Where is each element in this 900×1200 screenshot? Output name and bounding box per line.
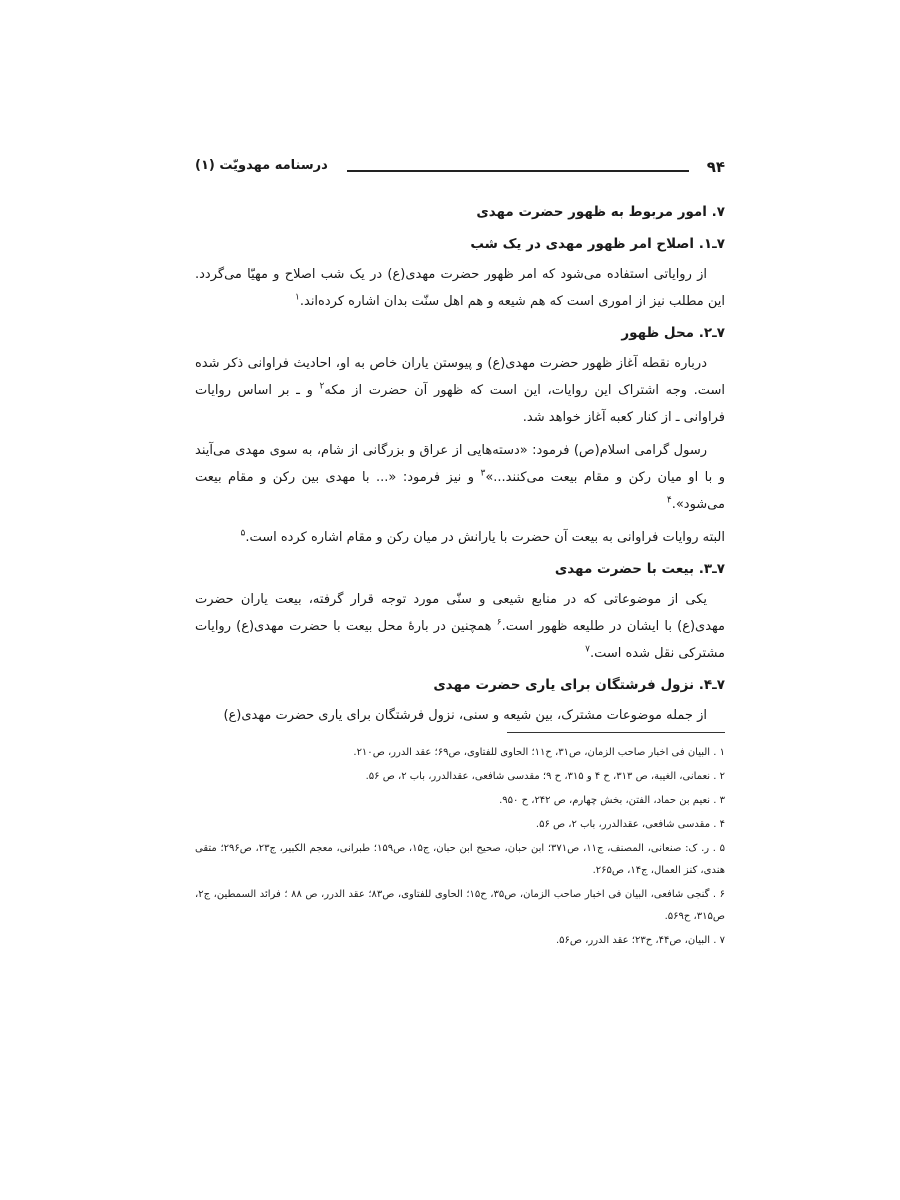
footnote-ref[interactable]: ۵ bbox=[240, 528, 246, 539]
footnote-ref[interactable]: ۷ bbox=[585, 644, 590, 655]
running-header bbox=[195, 158, 725, 180]
page-number: ۹۴ bbox=[706, 158, 725, 176]
footnote: ۲ . نعمانی، الغیبة، ص ۳۱۳، ح ۴ و ۳۱۵، ح ۹؛ مقدسی شافعی، عقدالدرر، باب ۲، ص ۵۶. bbox=[365, 771, 725, 782]
paragraph: رسول گرامی اسلام(ص) فرمود: «دسته‌هایی از عراق و بزرگانی از شام، به سوی مهدی می‌آیند و با او میان رکن و مقام بیعت می‌کنند...»$^۳$ و نیز فرمود: «... با مهدی بین رکن و مقام بیعت می‌شود».$^۴$ bbox=[195, 443, 725, 512]
footnote: ۵ . ر. ک: صنعانی، المصنف، ج۱۱، ص۳۷۱؛ ابن حبان، صحیح ابن حبان، ج۱۵، ص۱۵۹؛ طبرانی، معجم الکبیر، ج۲۳، ص۲۹۶؛ متقی هندی، کنز العمال، ج۱۴، ص۲۶۵. bbox=[195, 843, 726, 876]
footnote-ref[interactable]: ۴ bbox=[666, 495, 672, 506]
footnote-ref[interactable]: ۳ bbox=[480, 468, 486, 479]
paragraph: یکی از موضوعاتی که در منابع شیعی و سنّی مورد توجه قرار گرفته، بیعت یاران حضرت مهدی(ع) با ایشان در طلیعه ظهور است.$^۶$ همچنین در بارهٔ محل بیعت با حضرت مهدی(ع) روایات مشترکی نقل شده است.$^۷$ bbox=[195, 592, 725, 661]
paragraph: از روایاتی استفاده می‌شود که امر ظهور حضرت مهدی(ع) در یک شب اصلاح و مهیّا می‌گردد. این مطلب نیز از اموری است که هم شیعه و هم اهل سنّت بدان اشاره کرده‌اند.$^۱$ bbox=[195, 267, 725, 309]
section-heading: ۷. امور مربوط به ظهور حضرت مهدی bbox=[476, 204, 725, 220]
subsection-heading: ۷ـ۲. محل ظهور bbox=[621, 325, 725, 341]
main-text bbox=[195, 200, 725, 735]
footnotes bbox=[195, 742, 725, 954]
footnote-separator bbox=[507, 732, 725, 733]
paragraph: البته روایات فراوانی به بیعت آن حضرت با یارانش در میان رکن و مقام اشاره کرده است.$^۵$ bbox=[240, 528, 725, 545]
running-title: درسنامه مهدویّت (۱) bbox=[195, 158, 328, 173]
footnote: ۶ . گنجی شافعی، البیان فی اخبار صاحب الزمان، ص۳۵، ح۱۵؛ الحاوی للفتاوی، ص۸۳؛ عقد الدرر، ص ۸۸ ؛ فرائد السمطین، ج۲، ص۳۱۵، ح۵۶۹. bbox=[195, 889, 726, 922]
paragraph: درباره نقطه آغاز ظهور حضرت مهدی(ع) و پیوستن یاران خاص به او، احادیث فراوانی ذکر شده است. وجه اشتراک این روایات، این است که ظهور آن حضرت از مکه$^۲$ و ـ بر اساس روایات فراوانی ـ از کنار کعبه آغاز خواهد شد. bbox=[195, 356, 726, 425]
footnote: ۱ . البیان فی اخبار صاحب الزمان، ص۳۱، ح۱۱؛ الحاوی للفتاوی، ص۶۹؛ عقد الدرر، ص۲۱۰. bbox=[353, 747, 725, 758]
subsection-heading: ۷ـ۴. نزول فرشتگان برای یاری حضرت مهدی bbox=[433, 677, 725, 693]
book-page bbox=[195, 0, 725, 1200]
subsection-heading: ۷ـ۳. بیعت با حضرت مهدی bbox=[554, 561, 725, 577]
paragraph: از جمله موضوعات مشترک، بین شیعه و سنی، نزول فرشتگان برای یاری حضرت مهدی(ع) bbox=[223, 708, 707, 723]
footnote: ۴ . مقدسی شافعی، عقدالدرر، باب ۲، ص ۵۶. bbox=[535, 819, 725, 830]
footnote-ref[interactable]: ۶ bbox=[496, 617, 502, 628]
footnote: ۳ . نعیم بن حماد، الفتن، بخش چهارم، ص ۲۴۲، ح ۹۵۰. bbox=[499, 795, 725, 806]
subsection-heading: ۷ـ۱. اصلاح امر ظهور مهدی در یک شب bbox=[470, 236, 725, 252]
footnote-ref[interactable]: ۱ bbox=[295, 292, 300, 303]
footnote-ref[interactable]: ۲ bbox=[319, 381, 325, 392]
header-rule bbox=[347, 170, 689, 172]
footnote: ۷ . البیان، ص۴۴، ح۲۳؛ عقد الدرر، ص۵۶. bbox=[555, 935, 725, 946]
